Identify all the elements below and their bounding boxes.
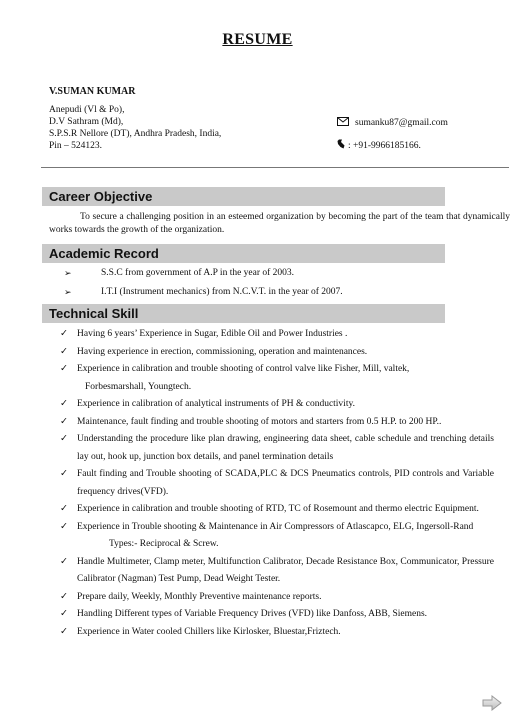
list-item bbox=[60, 326, 494, 344]
skill-text-continued: Forbesmarshall, Youngtech. bbox=[85, 381, 192, 392]
check-icon: ✓ bbox=[60, 416, 68, 427]
check-icon: ✓ bbox=[60, 434, 68, 444]
email-text: sumanku87@gmail.com bbox=[355, 118, 448, 128]
academic-item bbox=[64, 268, 294, 279]
section-career-objective: Career Objective bbox=[42, 187, 445, 206]
check-icon: ✓ bbox=[60, 591, 68, 602]
skill-text: Experience in Trouble shooting & Maintenance in Air Compressors of Atlascapco, ELG, Ingersoll-Rand bbox=[77, 521, 474, 532]
check-icon: ✓ bbox=[60, 609, 68, 619]
skill-subtext: Types:- Reciprocal & Screw. bbox=[109, 539, 219, 549]
address-line: D.V Sathram (Md), bbox=[49, 117, 124, 127]
skill-text: Having experience in erection, commissioning, operation and maintenances. bbox=[77, 346, 368, 357]
objective-text: To secure a challenging position in an esteemed organization by becoming the part of the team that dynamically works towards the growth of the organization. bbox=[49, 212, 510, 235]
check-icon: ✓ bbox=[60, 504, 68, 514]
list-item bbox=[60, 589, 494, 607]
academic-text: S.S.C from government of A.P in the year of 2003. bbox=[101, 268, 295, 278]
check-icon: ✓ bbox=[60, 329, 68, 339]
skill-text: Fault finding and Trouble shooting of SCADA,PLC & DCS Pneumatics controls, PID controls and Variable frequency drives(VFD). bbox=[77, 469, 494, 497]
list-item bbox=[60, 501, 494, 519]
skill-text: Handling Different types of Variable Frequency Drives (VFD) like Danfoss, ABB, Siemens. bbox=[77, 609, 428, 619]
skill-text: Prepare daily, Weekly, Monthly Preventive maintenance reports. bbox=[77, 591, 322, 602]
check-icon: ✓ bbox=[60, 521, 68, 532]
candidate-name: V.SUMAN KUMAR bbox=[49, 86, 136, 97]
address-line: Pin – 524123. bbox=[49, 141, 103, 151]
envelope-icon bbox=[337, 117, 349, 129]
check-icon: ✓ bbox=[60, 364, 68, 374]
address-block bbox=[49, 104, 221, 152]
list-item bbox=[60, 414, 494, 432]
skill-text: Understanding the procedure like plan drawing, engineering data sheet, cable schedule and trenching details lay out, hook up, junction box details, and panel termination details bbox=[77, 434, 494, 462]
skill-text: Experience in calibration and trouble shooting of RTD, TC of Rosemount and thermo electric Equipment. bbox=[77, 504, 479, 514]
divider bbox=[41, 167, 509, 168]
skill-text: Maintenance, fault finding and trouble shooting of motors and starters from 0.5 H.P. to 200 HP.. bbox=[77, 416, 442, 427]
skill-text: Experience in calibration and trouble shooting of control valve like Fisher, Mill, valtek, bbox=[77, 364, 410, 374]
check-icon: ✓ bbox=[60, 469, 68, 479]
section-technical-skill: Technical Skill bbox=[42, 304, 445, 323]
list-item bbox=[60, 519, 494, 554]
check-icon: ✓ bbox=[60, 556, 68, 567]
phone-text: : +91-9966185166. bbox=[348, 140, 421, 151]
check-icon: ✓ bbox=[60, 346, 68, 357]
section-academic-record: Academic Record bbox=[42, 244, 445, 263]
list-item bbox=[60, 344, 494, 362]
skill-text: Having 6 years’ Experience in Sugar, Edible Oil and Power Industries . bbox=[77, 329, 348, 339]
skill-text: Experience in Water cooled Chillers like Kirlosker, Bluestar,Friztech. bbox=[77, 626, 341, 637]
list-item bbox=[60, 554, 494, 589]
phone-contact bbox=[337, 139, 421, 152]
address-line: S.P.S.R Nellore (DT), Andhra Pradesh, India, bbox=[49, 129, 222, 139]
list-item bbox=[60, 624, 494, 642]
list-item bbox=[60, 431, 494, 466]
arrow-bullet-icon: ➢ bbox=[64, 268, 72, 278]
next-page-arrow-icon[interactable] bbox=[482, 695, 502, 711]
skill-text: Handle Multimeter, Clamp meter, Multifunction Calibrator, Decade Resistance Box, Communicator, Pressure Calibrator (Nagman) Test Pump, Dead Weight Tester. bbox=[77, 556, 494, 584]
academic-item bbox=[64, 287, 343, 298]
list-item bbox=[60, 466, 494, 501]
list-item bbox=[60, 606, 494, 624]
arrow-bullet-icon: ➢ bbox=[64, 287, 72, 297]
resume-title: RESUME bbox=[222, 31, 293, 48]
academic-text: I.T.I (Instrument mechanics) from N.C.V.T. in the year of 2007. bbox=[101, 287, 343, 297]
check-icon: ✓ bbox=[60, 399, 68, 409]
address-line: Anepudi (Vl & Po), bbox=[49, 105, 125, 115]
phone-icon bbox=[337, 139, 345, 152]
skill-text: Experience in calibration of analytical instruments of PH & conductivity. bbox=[77, 399, 355, 409]
check-icon: ✓ bbox=[60, 626, 68, 637]
list-item bbox=[60, 361, 494, 396]
list-item bbox=[60, 396, 494, 414]
email-contact bbox=[337, 117, 448, 129]
skills-list bbox=[60, 326, 494, 641]
